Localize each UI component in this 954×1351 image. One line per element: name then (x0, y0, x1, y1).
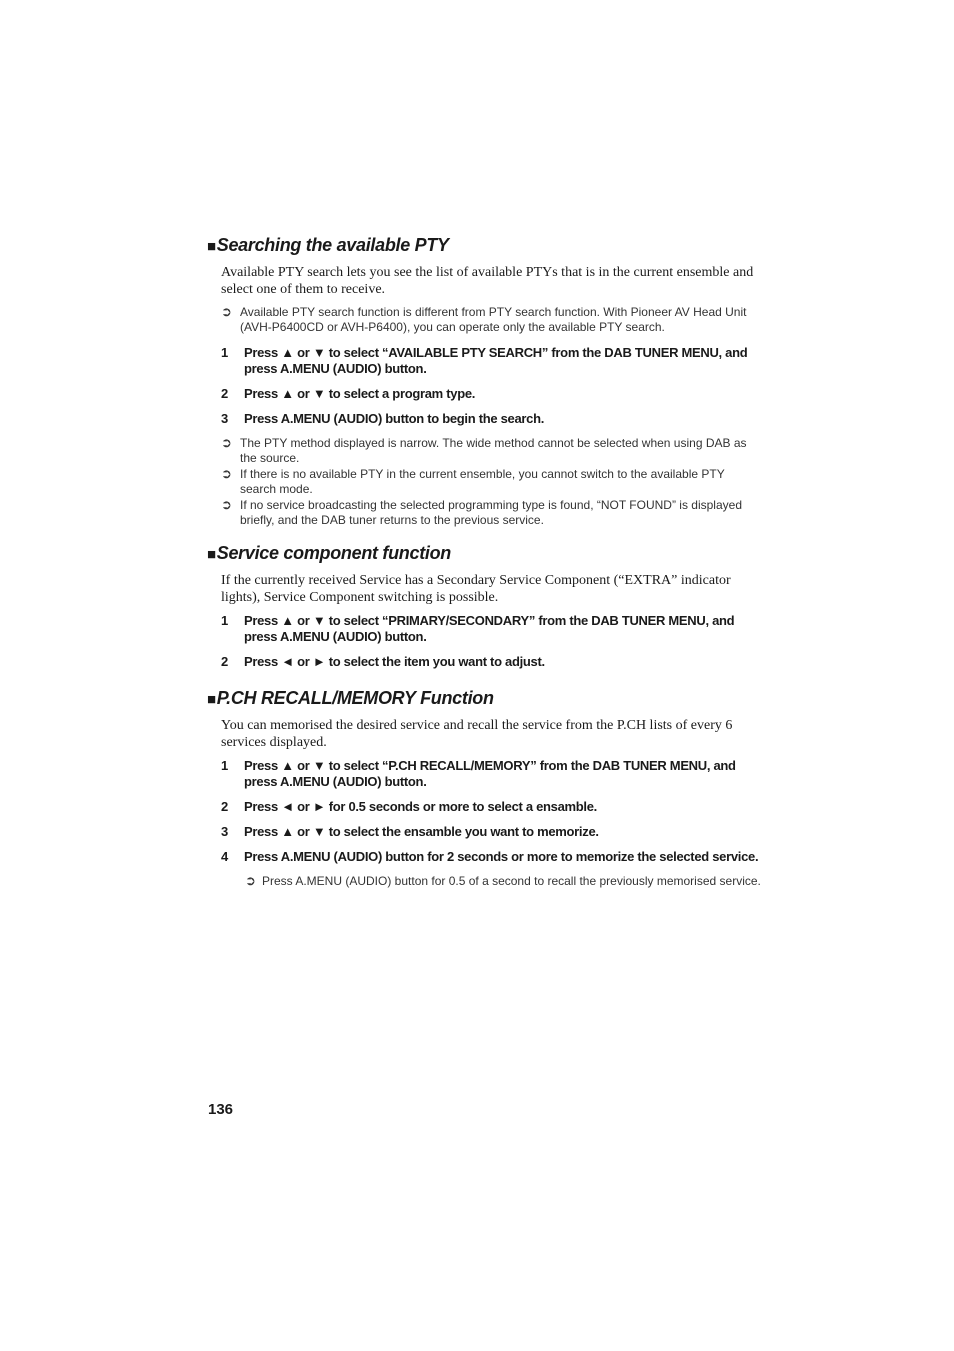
step-item: 2 Press ▲ or ▼ to select a program type. (221, 386, 476, 401)
section-heading: ■P.CH RECALL/MEMORY Function (207, 688, 494, 708)
section-heading: ■Searching the available PTY (207, 235, 449, 255)
note-arrow-icon: ➲ (245, 873, 256, 888)
step-item: 4 Press A.MENU (AUDIO) button for 2 seconds or more to memorize the selected service. (221, 849, 759, 864)
square-bullet-icon: ■ (207, 691, 216, 708)
note: ➲ Available PTY search function is different from PTY search function. With Pioneer AV Head Unit (AVH-P6400CD or AVH-P6400), you can operate only the available PTY search. (221, 304, 747, 334)
square-bullet-icon: ■ (207, 238, 216, 255)
step-item: 2 Press ◄ or ► for 0.5 seconds or more to select a ensamble. (221, 799, 597, 814)
step-item: 1 Press ▲ or ▼ to select “PRIMARY/SECONDARY” from the DAB TUNER MENU, and press A.MENU (AUDIO) button. (221, 613, 735, 644)
step-item: 3 Press ▲ or ▼ to select the ensamble you want to memorize. (221, 824, 599, 839)
note-arrow-icon: ➲ (221, 497, 232, 512)
section-heading: ■Service component function (207, 543, 451, 563)
note-arrow-icon: ➲ (221, 435, 232, 450)
section-available-pty (207, 234, 762, 529)
note: ➲ If there is no available PTY in the current ensemble, you cannot switch to the available PTY search mode. (221, 466, 725, 496)
note-arrow-icon: ➲ (221, 304, 232, 319)
note-arrow-icon: ➲ (221, 466, 232, 481)
section-pch-recall-memory (207, 687, 762, 890)
section-service-component (207, 542, 762, 679)
square-bullet-icon: ■ (207, 546, 216, 563)
step-item: 1 Press ▲ or ▼ to select “AVAILABLE PTY SEARCH” from the DAB TUNER MENU, and press A.MENU (AUDIO) button. (221, 345, 748, 376)
note: ➲ If no service broadcasting the selected programming type is found, “NOT FOUND” is displayed briefly, and the DAB tuner returns to the previous service. (221, 497, 742, 527)
intro-paragraph: You can memorised the desired service and recall the service from the P.CH lists of every 6 services displayed. (221, 718, 733, 750)
step-item: 1 Press ▲ or ▼ to select “P.CH RECALL/MEMORY” from the DAB TUNER MENU, and press A.MENU (AUDIO) button. (221, 758, 736, 789)
page-number: 136 (208, 1101, 234, 1118)
note: ➲ Press A.MENU (AUDIO) button for 0.5 of a second to recall the previously memorised service. (245, 873, 761, 888)
step-item: 3 Press A.MENU (AUDIO) button to begin the search. (221, 411, 545, 426)
step-item: 2 Press ◄ or ► to select the item you want to adjust. (221, 654, 545, 669)
note: ➲ The PTY method displayed is narrow. The wide method cannot be selected when using DAB as the source. (221, 435, 747, 465)
intro-paragraph: Available PTY search lets you see the list of available PTYs that is in the current ensemble and select one of them to receive. (221, 265, 754, 297)
intro-paragraph: If the currently received Service has a Secondary Service Component (“EXTRA” indicator lights), Service Component switching is possible. (221, 573, 731, 605)
